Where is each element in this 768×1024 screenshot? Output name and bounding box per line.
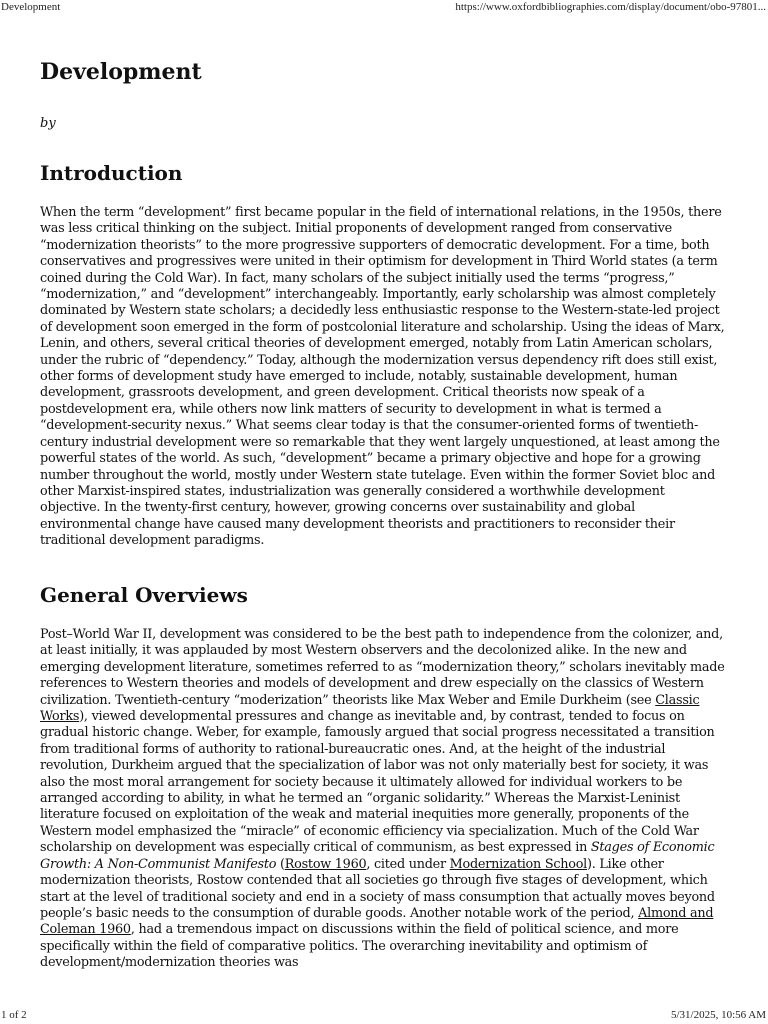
link-modernization-school[interactable]: Modernization School (449, 856, 587, 872)
author-byline: by (40, 116, 56, 131)
paragraph-text: ( (276, 856, 285, 872)
document-title: Development (40, 59, 202, 85)
paragraph-text: ). Like other modernization theorists, Rostow contended that all societies go through five stages of development, which start at the level of traditional society and end in a society of mass consumption that actually moves beyond people’s basic needs to the consumption of durable goods. Another notable work of the period, (40, 856, 715, 921)
link-almond-and-coleman-1960[interactable]: Almond and Coleman 1960 (40, 905, 714, 938)
paragraph-text: Post–World War II, development was considered to be the best path to independence from the colonizer, and, at least initially, it was applauded by most Western observers and the decolonized alike. In the new and emerging development literature, sometimes referred to as “modernization theory,” scholars inevitably made references to Western theories and models of development and drew especially on the classics of Western civilization. Twentieth-century “moderization” theorists like Max Weber and Emile Durkheim (see (40, 627, 725, 708)
link-rostow-1960[interactable]: Rostow 1960 (284, 856, 367, 872)
print-header-title: Development (1, 1, 61, 13)
page-number: 1 of 2 (1, 1009, 27, 1021)
paragraph-text: ), viewed developmental pressures and change as inevitable and, by contrast, tended to focus on gradual historic change. Weber, for example, famously argued that social progress necessitated a transition from traditional forms of authority to rational-bureaucratic ones. And, at the height of the industrial revolution, Durkheim argued that the specialization of labor was not only materially best for society, it was also the most moral arrangement for society because it ultimately allowed for individual workers to be arranged according to ability, in what he termed an “organic solidarity.” Whereas the Marxist-Leninist literature focused on exploitation of the weak and material inequities more generally, proponents of the Western model emphasized the “miracle” of economic efficiency via specialization. Much of the Cold War scholarship on development was especially critical of communism, as best expressed in (40, 709, 715, 856)
document-content (40, 58, 728, 971)
section-heading-introduction: Introduction (40, 161, 183, 185)
introduction-paragraph: When the term “development” first became popular in the field of international relations, in the 1950s, there was less critical thinking on the subject. Initial proponents of development ranged from conservative “modernization theorists” to the more progressive supporters of democratic development. For a time, both conservatives and progressives were united in their optimism for development in Third World states (a term coined during the Cold War). In fact, many scholars of the subject initially used the terms “progress,” “modernization,” and “development” interchangeably. Importantly, early scholarship was almost completely dominated by Western state scholars; a decidedly less enthusiastic response to the Western-state-led project of development soon emerged in the form of postcolonial literature and scholarship. Using the ideas of Marx, Lenin, and others, several critical theories of development emerged, notably from Latin American scholars, under the rubric of “dependency.” Today, although the modernization versus dependency rift does still exist, other forms of development study have emerged to include, notably, sustainable development, human development, grassroots development, and green development. Critical theorists now speak of a postdevelopment era, while others now link matters of security to development in what is termed a “development-security nexus.” What seems clear today is that the consumer-oriented forms of twentieth-century industrial development were so remarkable that they went largely unquestioned, at least among the powerful states of the world. As such, “development” became a primary objective and hope for a growing number throughout the world, mostly under Western state tutelage. Even within the former Soviet bloc and other Marxist-inspired states, industrialization was generally considered a worthwhile development objective. In the twenty-first century, however, growing concerns over sustainability and global environmental change have caused many development theorists and practitioners to reconsider their traditional development paradigms. (40, 205, 725, 549)
print-header (0, 1, 768, 15)
paragraph-text: , cited under (366, 856, 450, 872)
print-header-url: https://www.oxfordbibliographies.com/display/document/obo-97801... (455, 1, 766, 13)
link-classic-works[interactable]: Classic Works (40, 692, 700, 725)
section-heading-general-overviews: General Overviews (40, 583, 248, 607)
print-footer (0, 1009, 768, 1023)
book-title: Stages of Economic Growth: A Non-Communist Manifesto (40, 840, 715, 872)
paragraph-text: , had a tremendous impact on discussions within the field of political science, and more specifically within the field of comparative politics. The overarching inevitability and optimism of development/modernization theories was (40, 922, 679, 971)
general-overviews-paragraph (40, 627, 728, 972)
print-datetime: 5/31/2025, 10:56 AM (670, 1009, 766, 1021)
